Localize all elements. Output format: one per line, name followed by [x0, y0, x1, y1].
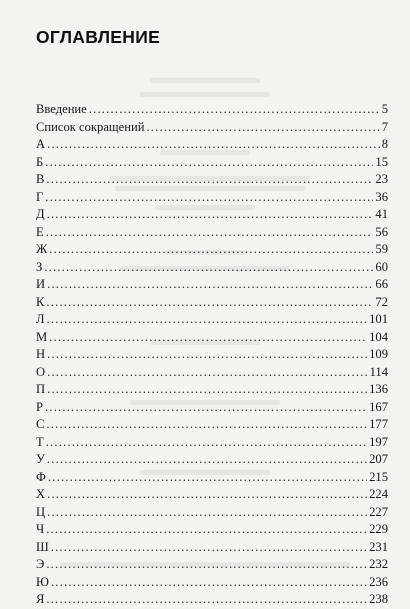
- toc-entry: [36, 416, 388, 434]
- toc-dot-leader: [89, 101, 380, 119]
- toc-entry-label: П: [36, 382, 46, 397]
- toc-dot-leader: [45, 154, 373, 172]
- toc-dot-leader: [46, 416, 367, 434]
- toc-entry-page-number: 177: [369, 417, 388, 432]
- toc-entry-label: Ж: [36, 242, 48, 257]
- toc-entry: [36, 364, 388, 382]
- toc-entry-label: М: [36, 329, 48, 344]
- toc-entry: [36, 591, 388, 609]
- toc-entry: [36, 486, 388, 504]
- toc-entry-page-number: 197: [369, 434, 388, 449]
- toc-entry-page-number: 8: [381, 137, 388, 152]
- toc-entry-label: К: [36, 294, 45, 309]
- toc-entry: [36, 469, 388, 487]
- toc-entry-label: А: [36, 137, 46, 152]
- toc-dot-leader: [47, 206, 374, 224]
- toc-entry-label: Х: [36, 487, 46, 502]
- toc-entry: [36, 381, 388, 399]
- toc-entry: [36, 119, 388, 137]
- toc-entry-page-number: 215: [369, 469, 388, 484]
- toc-dot-leader: [47, 364, 367, 382]
- table-of-contents: [36, 101, 388, 609]
- toc-dot-leader: [47, 136, 380, 154]
- toc-entry: [36, 241, 388, 259]
- toc-entry: [36, 171, 388, 189]
- toc-entry: [36, 521, 388, 539]
- toc-dot-leader: [46, 434, 367, 452]
- toc-entry: [36, 434, 388, 452]
- toc-entry: [36, 346, 388, 364]
- toc-entry-page-number: 59: [375, 242, 388, 257]
- toc-entry-page-number: 104: [369, 329, 388, 344]
- toc-dot-leader: [47, 486, 367, 504]
- toc-entry-label: Б: [36, 154, 44, 169]
- toc-entry-page-number: 232: [369, 557, 388, 572]
- toc-entry-page-number: 207: [369, 452, 388, 467]
- toc-entry-page-number: 136: [369, 382, 388, 397]
- toc-entry-page-number: 224: [369, 487, 388, 502]
- toc-entry-label: Р: [36, 399, 44, 414]
- toc-entry: [36, 311, 388, 329]
- toc-entry-label: Д: [36, 207, 45, 222]
- toc-entry: [36, 154, 388, 172]
- toc-entry-page-number: 238: [369, 592, 388, 607]
- toc-entry-page-number: 227: [369, 504, 388, 519]
- toc-entry-label: Г: [36, 189, 44, 204]
- toc-entry: [36, 294, 388, 312]
- toc-dot-leader: [51, 539, 367, 557]
- toc-entry: [36, 101, 388, 119]
- toc-entry-label: Т: [36, 434, 44, 449]
- toc-entry-label: Ц: [36, 504, 46, 519]
- toc-entry: [36, 556, 388, 574]
- toc-entry-page-number: 229: [369, 522, 388, 537]
- toc-dot-leader: [47, 346, 367, 364]
- toc-heading: ОГЛАВЛЕНИЕ: [36, 27, 161, 47]
- toc-entry-label: Я: [36, 592, 45, 607]
- toc-entry-page-number: 15: [375, 154, 388, 169]
- toc-entry-page-number: 36: [375, 189, 388, 204]
- toc-dot-leader: [46, 171, 373, 189]
- toc-entry-page-number: 5: [381, 102, 388, 116]
- toc-entry-page-number: 66: [375, 277, 388, 292]
- toc-dot-leader: [49, 241, 373, 259]
- toc-entry-label: У: [36, 452, 45, 467]
- toc-dot-leader: [48, 469, 367, 487]
- toc-entry: [36, 329, 388, 347]
- toc-entry-page-number: 101: [369, 312, 388, 327]
- toc-entry-label: Ю: [36, 574, 49, 589]
- toc-entry-page-number: 114: [369, 364, 388, 379]
- toc-entry: [36, 224, 388, 242]
- toc-entry: [36, 136, 388, 154]
- toc-entry-label: В: [36, 172, 45, 187]
- toc-entry-page-number: 109: [369, 347, 388, 362]
- toc-entry-label: Ф: [36, 469, 46, 484]
- toc-entry-label: З: [36, 259, 43, 274]
- toc-entry-label: Е: [36, 224, 44, 239]
- toc-entry: [36, 206, 388, 224]
- toc-entry-page-number: 7: [381, 119, 388, 134]
- toc-dot-leader: [47, 276, 373, 294]
- toc-entry-label: Л: [36, 312, 45, 327]
- toc-entry: [36, 189, 388, 207]
- toc-entry: [36, 539, 388, 557]
- toc-entry-label: Ш: [36, 539, 49, 554]
- toc-entry-label: Э: [36, 557, 45, 572]
- toc-entry: [36, 276, 388, 294]
- toc-entry-page-number: 236: [369, 574, 388, 589]
- toc-dot-leader: [47, 311, 368, 329]
- toc-dot-leader: [46, 224, 374, 242]
- toc-dot-leader: [46, 521, 367, 539]
- toc-dot-leader: [44, 259, 373, 277]
- toc-dot-leader: [46, 294, 373, 312]
- toc-dot-leader: [47, 504, 367, 522]
- toc-entry-label: И: [36, 277, 46, 292]
- toc-entry-page-number: 60: [375, 259, 388, 274]
- toc-entry-page-number: 72: [375, 294, 388, 309]
- toc-dot-leader: [51, 574, 367, 592]
- toc-dot-leader: [46, 556, 367, 574]
- toc-entry-label: Введение: [36, 102, 87, 116]
- toc-dot-leader: [49, 329, 367, 347]
- toc-entry-label: Н: [36, 347, 46, 362]
- toc-entry-page-number: 41: [375, 207, 388, 222]
- toc-entry: [36, 574, 388, 592]
- toc-entry-page-number: 231: [369, 539, 388, 554]
- toc-entry-label: С: [36, 417, 45, 432]
- toc-dot-leader: [45, 189, 373, 207]
- toc-dot-leader: [47, 381, 367, 399]
- toc-dot-leader: [47, 451, 367, 469]
- toc-entry-label: Ч: [36, 522, 45, 537]
- toc-entry-page-number: 167: [369, 399, 388, 414]
- toc-entry: [36, 504, 388, 522]
- toc-dot-leader: [45, 399, 367, 417]
- toc-entry-page-number: 56: [375, 224, 388, 239]
- toc-entry-page-number: 23: [375, 172, 388, 187]
- toc-entry: [36, 259, 388, 277]
- toc-entry-label: О: [36, 364, 46, 379]
- toc-entry: [36, 451, 388, 469]
- toc-entry-label: Список сокращений: [36, 119, 145, 134]
- toc-dot-leader: [146, 119, 379, 137]
- toc-entry: [36, 399, 388, 417]
- toc-dot-leader: [46, 591, 367, 609]
